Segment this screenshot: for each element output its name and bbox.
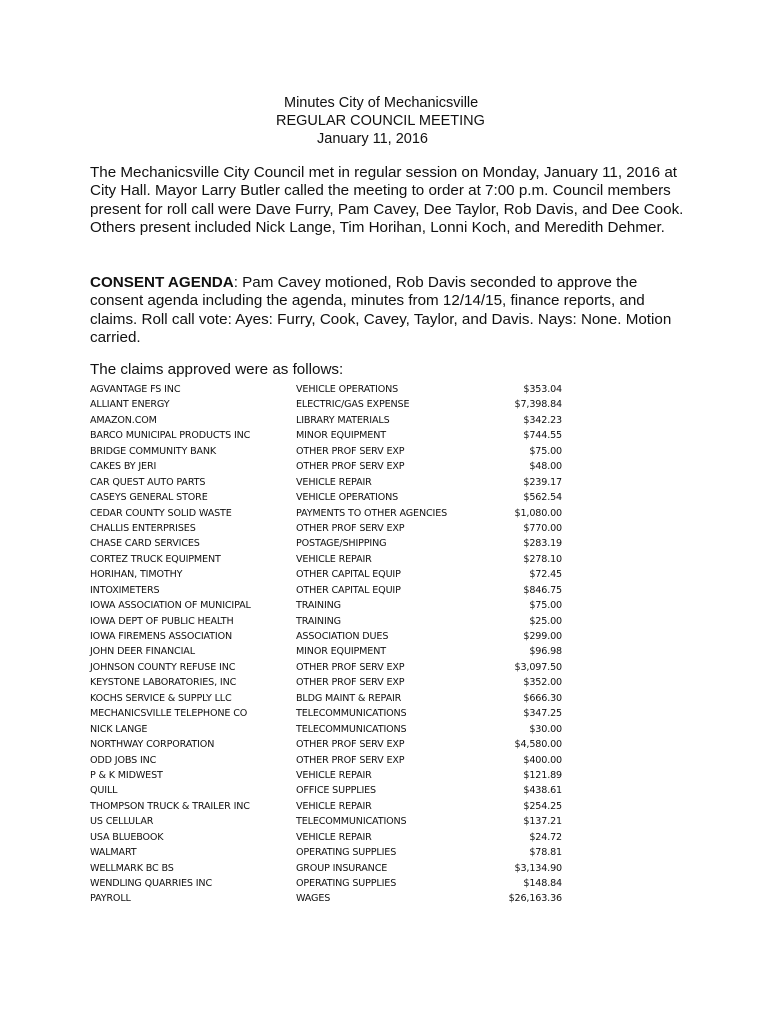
claim-category: ASSOCIATION DUES <box>296 631 389 642</box>
claim-vendor: CHASE CARD SERVICES <box>90 538 200 550</box>
claim-amount: $78.81 <box>529 847 562 859</box>
claim-amount: $4,580.00 <box>514 739 562 751</box>
claim-category: OTHER PROF SERV EXP <box>296 461 405 473</box>
claim-amount: $137.21 <box>523 816 562 828</box>
claim-row <box>90 861 570 876</box>
claim-row <box>90 876 570 891</box>
consent-agenda-paragraph <box>90 274 690 348</box>
claim-vendor: KEYSTONE LABORATORIES, INC <box>90 677 237 689</box>
claim-category: MINOR EQUIPMENT <box>296 646 386 658</box>
claim-vendor: P & K MIDWEST <box>90 769 163 781</box>
claim-amount: $7,398.84 <box>514 399 562 411</box>
claim-amount: $562.54 <box>523 492 562 504</box>
claim-row <box>90 490 570 505</box>
claim-category: POSTAGE/SHIPPING <box>296 538 387 550</box>
claim-vendor: BRIDGE COMMUNITY BANK <box>90 445 217 457</box>
claim-category: TRAINING <box>296 615 341 627</box>
claim-category: OTHER PROF SERV EXP <box>296 754 405 766</box>
claim-amount: $1,080.00 <box>514 507 562 519</box>
claim-row <box>90 768 570 783</box>
claim-amount: $744.55 <box>523 430 562 442</box>
claim-category: VEHICLE OPERATIONS <box>296 492 399 504</box>
claim-vendor: CEDAR COUNTY SOLID WASTE <box>90 507 232 519</box>
claim-category: VEHICLE REPAIR <box>296 800 372 812</box>
claim-vendor: ALLIANT ENERGY <box>90 399 170 411</box>
consent-agenda-label: CONSENT AGENDA <box>90 274 234 291</box>
claim-category: ELECTRIC/GAS EXPENSE <box>296 399 410 411</box>
claim-row <box>90 506 570 521</box>
claim-vendor: ODD JOBS INC <box>90 754 157 766</box>
claim-amount: $3,097.50 <box>514 661 562 673</box>
claim-row <box>90 536 570 551</box>
claim-amount: $278.10 <box>523 553 562 565</box>
claim-category: TELECOMMUNICATIONS <box>296 708 407 720</box>
claim-vendor: CHALLIS ENTERPRISES <box>90 522 196 534</box>
claim-row <box>90 382 570 397</box>
claim-category: OTHER CAPITAL EQUIP <box>296 584 401 596</box>
claim-row <box>90 830 570 845</box>
claim-category: OPERATING SUPPLIES <box>296 847 397 859</box>
claim-row <box>90 444 570 459</box>
claim-category: VEHICLE REPAIR <box>296 831 372 843</box>
claim-row <box>90 521 570 536</box>
claim-amount: $75.00 <box>529 445 562 457</box>
claim-category: GROUP INSURANCE <box>296 862 388 874</box>
claim-category: VEHICLE REPAIR <box>296 769 372 781</box>
claim-vendor: MECHANICSVILLE TELEPHONE CO <box>90 708 248 720</box>
claim-vendor: AMAZON.COM <box>90 414 157 426</box>
claim-vendor: IOWA FIREMENS ASSOCIATION <box>90 631 232 642</box>
claim-amount: $96.98 <box>529 646 562 658</box>
claim-row <box>90 552 570 567</box>
intro-paragraph: The Mechanicsville City Council met in regular session on Monday, January 11, 2016 at City Hall. Mayor Larry Butler called the meeting to order at 7:00 p.m. Council members present for roll call were Dave Furry, Pam Cavey, Dee Taylor, Rob Davis, and Dee Cook. Others present included Nick Lange, Tim Horihan, Lonni Koch, and Meredith Dehmer. <box>90 164 684 237</box>
claim-row <box>90 814 570 829</box>
claim-category: OTHER PROF SERV EXP <box>296 677 405 689</box>
claim-row <box>90 598 570 613</box>
claim-vendor: AGVANTAGE FS INC <box>90 384 181 395</box>
claim-amount: $148.84 <box>523 878 562 889</box>
claim-row <box>90 397 570 412</box>
header-title: Minutes City of Mechanicsville <box>284 95 479 111</box>
claim-category: VEHICLE OPERATIONS <box>296 384 399 395</box>
claim-amount: $72.45 <box>529 569 562 581</box>
claim-category: OFFICE SUPPLIES <box>296 785 376 797</box>
claim-vendor: WALMART <box>90 847 137 859</box>
claim-category: OTHER PROF SERV EXP <box>296 445 405 457</box>
header-meeting-type: REGULAR COUNCIL MEETING <box>276 113 485 129</box>
claim-amount: $75.00 <box>529 600 562 612</box>
claim-row <box>90 891 570 906</box>
claim-amount: $239.17 <box>523 476 562 488</box>
claims-heading: The claims approved were as follows: <box>90 361 344 378</box>
claim-row <box>90 799 570 814</box>
claim-row <box>90 567 570 582</box>
consent-agenda-text: : Pam Cavey motioned, Rob Davis seconded to approve the consent agenda including the agenda, minutes from 12/14/15, finance reports, and claims. Roll call vote: Ayes: Furry, Cook, Cavey, Taylor, and Davis. Nays: None. Motion carried. <box>90 274 672 347</box>
claim-category: PAYMENTS TO OTHER AGENCIES <box>296 507 448 519</box>
claim-vendor: THOMPSON TRUCK & TRAILER INC <box>90 800 250 812</box>
claim-row <box>90 459 570 474</box>
claim-vendor: NICK LANGE <box>90 723 148 735</box>
claim-amount: $347.25 <box>523 708 562 720</box>
claim-vendor: IOWA ASSOCIATION OF MUNICIPAL <box>90 600 251 612</box>
claim-row <box>90 706 570 721</box>
claim-row <box>90 691 570 706</box>
claim-vendor: WENDLING QUARRIES INC <box>90 878 212 889</box>
claim-row <box>90 660 570 675</box>
claim-category: BLDG MAINT & REPAIR <box>296 692 402 704</box>
claim-amount: $121.89 <box>523 769 562 781</box>
claim-vendor: CAKES BY JERI <box>90 461 157 473</box>
claim-category: OTHER PROF SERV EXP <box>296 739 405 751</box>
claim-category: TELECOMMUNICATIONS <box>296 816 407 828</box>
claim-row <box>90 675 570 690</box>
claim-vendor: IOWA DEPT OF PUBLIC HEALTH <box>90 615 234 627</box>
claim-row <box>90 783 570 798</box>
claim-category: LIBRARY MATERIALS <box>296 414 390 426</box>
claim-category: TRAINING <box>296 600 341 612</box>
claim-amount: $666.30 <box>523 692 562 704</box>
claim-amount: $400.00 <box>523 754 562 766</box>
claim-category: MINOR EQUIPMENT <box>296 430 386 442</box>
claim-row <box>90 583 570 598</box>
header-date: January 11, 2016 <box>317 131 428 147</box>
claim-vendor: NORTHWAY CORPORATION <box>90 739 215 751</box>
claim-row <box>90 753 570 768</box>
claim-category: OTHER PROF SERV EXP <box>296 661 405 673</box>
claim-vendor: JOHNSON COUNTY REFUSE INC <box>90 661 236 673</box>
claim-vendor: KOCHS SERVICE & SUPPLY LLC <box>90 692 232 704</box>
claim-vendor: HORIHAN, TIMOTHY <box>90 569 183 581</box>
claim-vendor: WELLMARK BC BS <box>90 862 174 874</box>
claim-amount: $24.72 <box>529 831 562 843</box>
claim-vendor: USA BLUEBOOK <box>90 831 164 843</box>
claim-row <box>90 845 570 860</box>
claim-row <box>90 428 570 443</box>
claim-amount: $283.19 <box>523 538 562 550</box>
claim-category: OTHER PROF SERV EXP <box>296 522 405 534</box>
claim-vendor: PAYROLL <box>90 893 131 905</box>
claim-amount: $254.25 <box>523 800 562 812</box>
claim-category: OPERATING SUPPLIES <box>296 878 397 889</box>
claim-vendor: CORTEZ TRUCK EQUIPMENT <box>90 553 221 565</box>
claims-table <box>90 382 570 907</box>
claim-row <box>90 614 570 629</box>
claim-row <box>90 737 570 752</box>
claim-row <box>90 629 570 644</box>
claim-category: TELECOMMUNICATIONS <box>296 723 407 735</box>
claim-amount: $25.00 <box>529 615 562 627</box>
claim-amount: $770.00 <box>523 522 562 534</box>
claim-row <box>90 413 570 428</box>
claim-vendor: US CELLULAR <box>90 816 154 828</box>
claim-amount: $846.75 <box>523 584 562 596</box>
claim-vendor: CAR QUEST AUTO PARTS <box>90 476 206 488</box>
claim-vendor: JOHN DEER FINANCIAL <box>90 646 195 658</box>
claim-amount: $3,134.90 <box>514 862 562 874</box>
claim-amount: $438.61 <box>523 785 562 797</box>
claim-row <box>90 722 570 737</box>
claim-amount: $352.00 <box>523 677 562 689</box>
claim-category: WAGES <box>296 893 331 905</box>
claim-vendor: INTOXIMETERS <box>90 584 160 596</box>
claim-category: VEHICLE REPAIR <box>296 476 372 488</box>
claim-amount: $26,163.36 <box>508 893 562 905</box>
claim-category: OTHER CAPITAL EQUIP <box>296 569 401 581</box>
claim-vendor: BARCO MUNICIPAL PRODUCTS INC <box>90 430 251 442</box>
claim-amount: $299.00 <box>523 631 562 642</box>
claim-amount: $353.04 <box>523 384 562 395</box>
claim-vendor: CASEYS GENERAL STORE <box>90 492 208 504</box>
claim-row <box>90 644 570 659</box>
claim-category: VEHICLE REPAIR <box>296 553 372 565</box>
claim-row <box>90 475 570 490</box>
claim-amount: $342.23 <box>523 414 562 426</box>
claim-amount: $48.00 <box>529 461 562 473</box>
claim-vendor: QUILL <box>90 785 118 797</box>
claim-amount: $30.00 <box>529 723 562 735</box>
